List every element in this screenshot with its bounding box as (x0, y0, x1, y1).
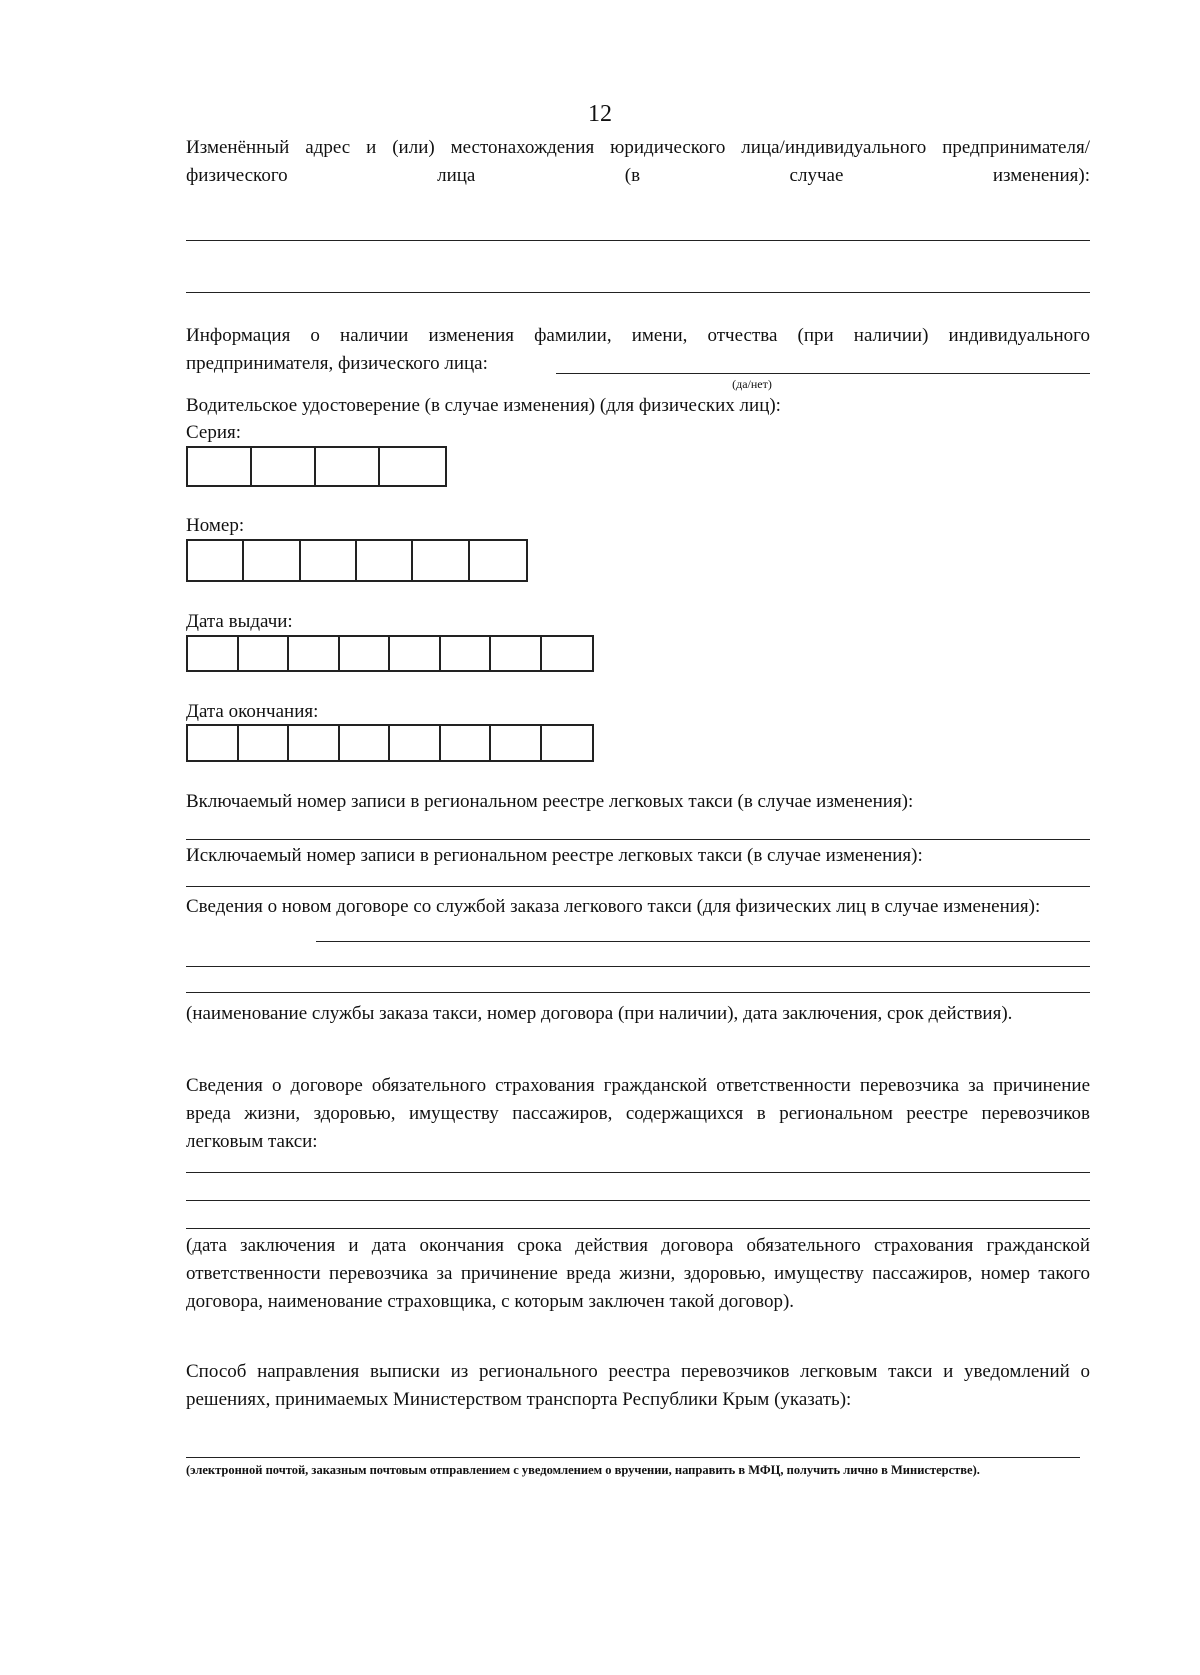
taxi-service-line-1[interactable] (316, 941, 1090, 942)
expiry-date-label: Дата окончания: (186, 701, 319, 722)
address-label: Изменённый адрес и (или) местонахождения юридического лица/индивидуального предпринимателя/физического лица (в случае изменения): (186, 137, 1090, 186)
taxi-service-label: Сведения о новом договоре со службой заказа легкового такси (для физических лиц в случае изменения): (186, 896, 1041, 917)
issue-date-boxes[interactable] (186, 635, 594, 672)
page-number: 12 (588, 101, 612, 127)
name-change-label: Информация о наличии изменения фамилии, имени, отчества (при наличии) индивидуального предпринимателя, физического лица: (186, 325, 1090, 374)
name-change-input-line[interactable] (556, 373, 1090, 374)
delivery-label: Способ направления выписки из регионального реестра перевозчиков легковым такси и уведомлений о решениях, принимаемых Министерством транспорта Республики Крым (указать): (186, 1361, 1090, 1410)
number-boxes[interactable] (186, 539, 528, 582)
expiry-date-boxes[interactable] (186, 724, 594, 762)
license-title: Водительское удостоверение (в случае изменения) (для физических лиц): (186, 395, 781, 416)
excluded-record-line[interactable] (186, 886, 1090, 887)
insurance-hint: (дата заключения и дата окончания срока действия договора обязательного страхования гражданской ответственности перевозчика за причинение вреда жизни, здоровью, имуществу пассажиров, номер такого договора, наименование страховщика, с которым заключен такой договор). (186, 1235, 1090, 1312)
issue-date-label: Дата выдачи: (186, 611, 293, 632)
name-change-hint: (да/нет) (732, 377, 772, 391)
delivery-line[interactable] (186, 1457, 1080, 1458)
taxi-service-hint: (наименование службы заказа такси, номер договора (при наличии), дата заключения, срок действия). (186, 1003, 1013, 1024)
address-line-2[interactable] (186, 292, 1090, 293)
included-record-line[interactable] (186, 839, 1090, 840)
insurance-line-3[interactable] (186, 1228, 1090, 1229)
included-record-label: Включаемый номер записи в региональном реестре легковых такси (в случае изменения): (186, 791, 914, 812)
insurance-line-2[interactable] (186, 1200, 1090, 1201)
taxi-service-line-3[interactable] (186, 992, 1090, 993)
excluded-record-label: Исключаемый номер записи в региональном реестре легковых такси (в случае изменения): (186, 845, 923, 866)
delivery-hint: (электронной почтой, заказным почтовым отправлением с уведомлением о вручении, направить в МФЦ, получить лично в Министерстве). (186, 1463, 980, 1477)
insurance-line-1[interactable] (186, 1172, 1090, 1173)
series-label: Серия: (186, 422, 242, 443)
insurance-label: Сведения о договоре обязательного страхования гражданской ответственности перевозчика за причинение вреда жизни, здоровью, имуществу пассажиров, содержащихся в региональном реестре перевозчиков легковым такси: (186, 1075, 1090, 1152)
taxi-service-line-2[interactable] (186, 966, 1090, 967)
series-boxes[interactable] (186, 446, 447, 487)
address-line-1[interactable] (186, 240, 1090, 241)
number-label: Номер: (186, 515, 245, 536)
